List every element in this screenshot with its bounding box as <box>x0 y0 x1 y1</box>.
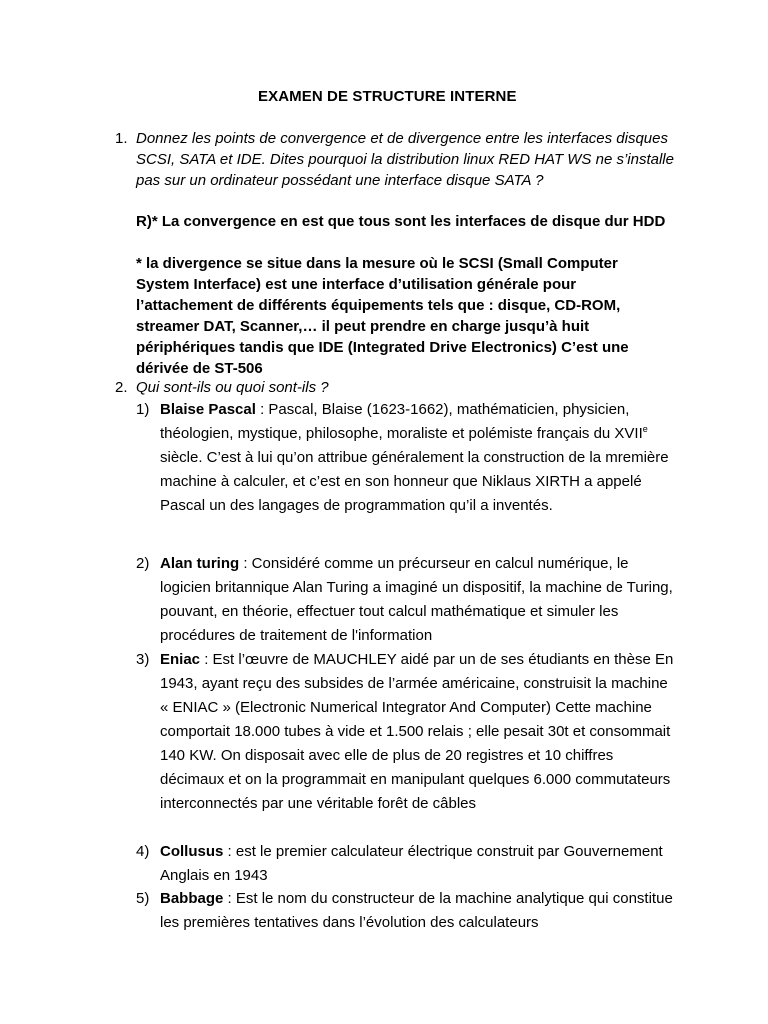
item-number: 5) <box>136 890 150 907</box>
item-text: : Est le nom du constructeur de la machine analytique qui constitue les premières tentatives dans l’évolution des calculateurs <box>160 890 673 931</box>
list-item-blaise-pascal <box>136 398 680 518</box>
item-name: Eniac <box>160 651 201 668</box>
answer-divergence: * la divergence se situe dans la mesure où le SCSI (Small Computer System Interface) est une interface d’utilisation générale pour l’attachement de différents équipements tels que : disque, CD-ROM, streamer DAT, Scanner,… il peut prendre en charge jusqu’à huit périphériques tandis que IDE (Integrated Drive Electronics) C’est une dérivée de ST-506 <box>136 255 629 377</box>
question-text: Qui sont-ils ou quoi sont-ils ? <box>136 379 329 396</box>
item-name: Collusus <box>160 843 224 860</box>
item-text-continued: siècle. C’est à lui qu’on attribue généralement la construction de la mremière machine à calculer, et c’est en son honneur que Niklaus XIRTH a appelé Pascal un des langages de programmation qu’il a inventés. <box>160 449 669 514</box>
answer-convergence: R)* La convergence en est que tous sont les interfaces de disque dur HDD <box>136 213 666 230</box>
question-1 <box>115 128 676 191</box>
item-superscript: e <box>642 424 648 434</box>
list-item-collusus <box>136 840 680 888</box>
item-name: Blaise Pascal <box>160 401 256 418</box>
question-2 <box>115 377 676 398</box>
item-text: : est le premier calculateur électrique construit par Gouvernement Anglais en 1943 <box>160 843 663 884</box>
item-number: 1) <box>136 401 150 418</box>
item-text: : Considéré comme un précurseur en calcul numérique, le logicien britannique Alan Turing a imaginé un dispositif, la machine de Turing, pouvant, en théorie, effectuer tout calcul mathématique et simuler les procédures de traitement de l'information <box>160 555 673 644</box>
list-item-eniac <box>136 648 680 816</box>
item-number: 4) <box>136 843 150 860</box>
item-number: 3) <box>136 651 150 668</box>
item-text: : Pascal, Blaise (1623-1662), mathématicien, physicien, théologien, mystique, philosophe, moraliste et polémiste français du XVII <box>160 401 643 442</box>
item-name: Alan turing <box>160 555 240 572</box>
list-item-alan-turing <box>136 552 680 648</box>
list-item-babbage <box>136 887 680 935</box>
item-text: : Est l’œuvre de MAUCHLEY aidé par un de ses étudiants en thèse En 1943, ayant reçu des subsides de l’armée américaine, construisit la machine « ENIAC » (Electronic Numerical Integrator And Computer) Cette machine comportait 18.000 tubes à vide et 1.500 relais ; elle pesait 30t et consommait 140 KW. On disposait avec elle de plus de 20 registres et 10 chiffres décimaux et on la programmait en manipulant quelques 6.000 commutateurs interconnectés par une véritable forêt de câbles <box>160 651 674 812</box>
item-name: Babbage <box>160 890 224 907</box>
item-number: 2) <box>136 555 150 572</box>
question-number: 2. <box>115 379 128 396</box>
question-number: 1. <box>115 130 128 147</box>
page-title: EXAMEN DE STRUCTURE INTERNE <box>258 88 517 105</box>
question-text: Donnez les points de convergence et de divergence entre les interfaces disques SCSI, SATA et IDE. Dites pourquoi la distribution linux RED HAT WS ne s’installe pas sur un ordinateur possédant une interface disque SATA ? <box>136 130 674 189</box>
